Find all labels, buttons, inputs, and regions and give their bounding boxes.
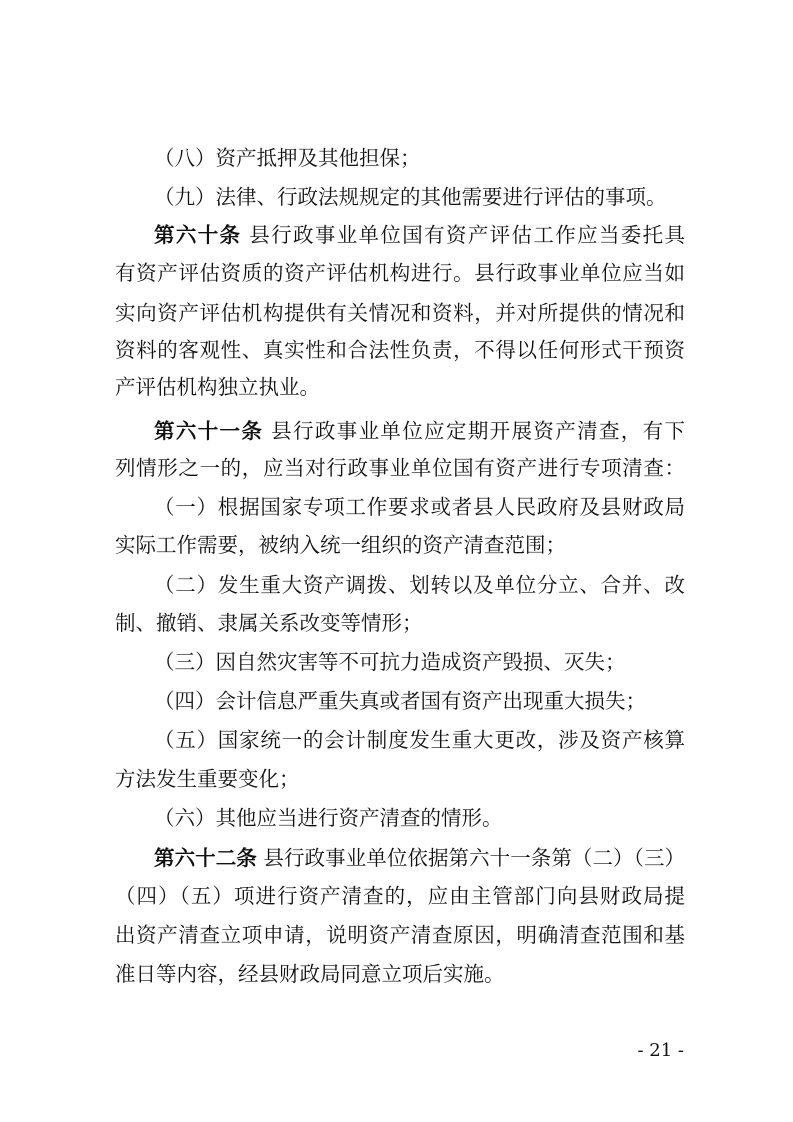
text-line [115, 915, 685, 955]
line-text: 资料的客观性、真实性和合法性负责，不得以任何形式干预资 [115, 338, 685, 362]
text-line [115, 525, 566, 565]
text-line [115, 293, 685, 333]
line-text: （二）发生重大资产调拨、划转以及单位分立、合并、改 [154, 573, 685, 597]
text-line [115, 759, 300, 799]
article-number: 第六十二条 [154, 846, 257, 870]
page-number: - 21 - [637, 1040, 684, 1061]
article-62-heading-line [154, 838, 685, 878]
text-line [115, 367, 320, 407]
line-text: （四）（五）项进行资产清查的，应由主管部门向县财政局提 [115, 884, 685, 908]
line-text: 县行政事业单位国有资产评估工作应当委托具 [241, 223, 686, 247]
line-text: 实向资产评估机构提供有关情况和资料，并对所提供的情况和 [115, 301, 685, 325]
line-text: 方法发生重要变化； [115, 767, 300, 791]
line-text: （三）因自然灾害等不可抗力造成资产毁损、灭失； [154, 650, 626, 674]
line-text: 准日等内容，经县财政局同意立项后实施。 [115, 962, 505, 986]
article-number: 第六十条 [154, 223, 242, 247]
line-text: 列情形之一的，应当对行政事业单位国有资产进行专项清查： [115, 456, 685, 480]
line-text: 县行政事业单位应定期开展资产清查，有下 [263, 419, 686, 443]
line-text: 出资产清查立项申请，说明资产清查原因，明确清查范围和基 [115, 923, 685, 947]
line-text: 制、撤销、隶属关系改变等情形； [115, 611, 423, 635]
article-number: 第六十一条 [154, 419, 264, 443]
text-line [154, 177, 667, 217]
text-line [115, 876, 685, 916]
line-text: （六）其他应当进行资产清查的情形。 [154, 806, 503, 830]
article-61-heading-line [154, 411, 685, 451]
text-line [154, 138, 421, 178]
text-line [154, 720, 685, 760]
line-text: 县行政事业单位依据第六十一条第（二）（三） [256, 846, 686, 870]
line-text: （九）法律、行政法规规定的其他需要进行评估的事项。 [154, 185, 667, 209]
line-text: （一）根据国家专项工作要求或者县人民政府及县财政局 [154, 495, 685, 519]
text-line [115, 448, 685, 488]
text-line [154, 642, 626, 682]
line-text: （四）会计信息严重失真或者国有资产出现重大损失； [154, 689, 646, 713]
text-line [154, 565, 685, 605]
text-line [115, 954, 505, 994]
text-line [154, 681, 646, 721]
line-text: 实际工作需要，被纳入统一组织的资产清查范围； [115, 533, 566, 557]
text-line [115, 330, 685, 370]
text-line [154, 487, 685, 527]
line-text: （五）国家统一的会计制度发生重大更改，涉及资产核算 [154, 728, 685, 752]
text-line [115, 253, 685, 293]
text-line [115, 603, 423, 643]
line-text: （八）资产抵押及其他担保； [154, 146, 421, 170]
line-text: 产评估机构独立执业。 [115, 375, 320, 399]
text-line [154, 798, 503, 838]
line-text: 有资产评估资质的资产评估机构进行。县行政事业单位应当如 [115, 261, 685, 285]
article-60-heading-line [154, 215, 685, 255]
